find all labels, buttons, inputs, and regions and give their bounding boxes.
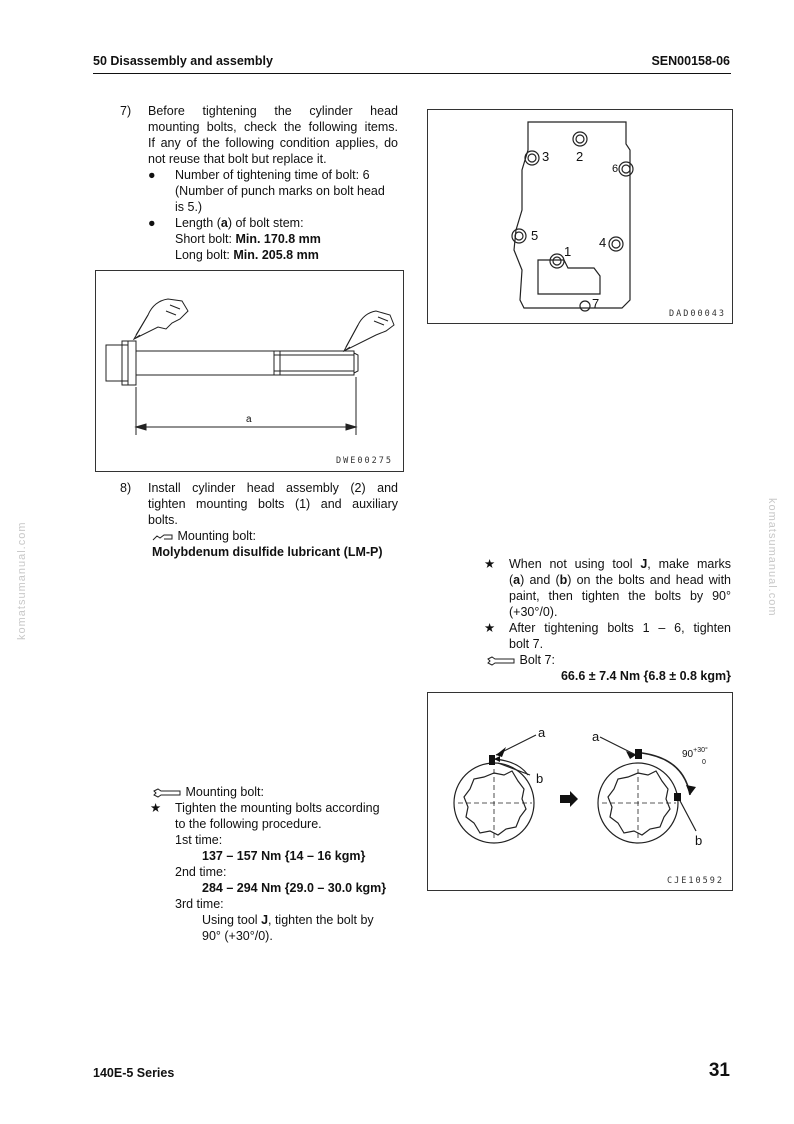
header-rule xyxy=(93,73,731,74)
watermark-left: komatsumanual.com xyxy=(16,521,28,640)
note1-line3: paint, then tighten the bolts by 90° xyxy=(509,589,731,603)
bolt-label-6: 6 xyxy=(612,163,619,175)
cylinder-head-drawing xyxy=(428,110,732,323)
time2-value: 284 – 294 Nm {29.0 – 30.0 kgm} xyxy=(202,881,387,895)
note1-mark-a: a xyxy=(513,573,521,587)
star-icon: ★ xyxy=(484,621,496,635)
bolt-label-2: 2 xyxy=(576,149,584,164)
step8-text xyxy=(148,480,398,528)
mark-label-a1: a xyxy=(538,725,546,740)
note1-prefix: When not using tool xyxy=(509,557,641,571)
note1-mark-b: b xyxy=(559,573,568,587)
time3-prefix: Using tool xyxy=(202,913,262,927)
torque-label: Mounting bolt: xyxy=(185,785,265,799)
wrench-icon xyxy=(486,656,516,666)
mark-label-b2: b xyxy=(695,833,703,848)
step7-number: 7) xyxy=(120,104,132,118)
mark-label-b1: b xyxy=(536,771,544,786)
bolt-label-4: 4 xyxy=(599,235,607,250)
note1-tool: J xyxy=(640,557,648,571)
length-suffix: ) of bolt stem: xyxy=(227,216,304,230)
step8-line: tighten mounting bolts (1) and auxiliary xyxy=(148,497,398,511)
procedure-line: to the following procedure. xyxy=(175,817,322,831)
bolt-label-1: 1 xyxy=(564,244,572,259)
length-a: a xyxy=(220,216,228,230)
lube-row xyxy=(152,528,256,544)
bolt7-value: 66.6 ± 7.4 Nm {6.8 ± 0.8 kgm} xyxy=(560,669,731,683)
bolt7-row xyxy=(486,652,555,668)
time3-angle: 90° (+30°/0). xyxy=(202,929,273,943)
mark-label-a2: a xyxy=(592,729,600,744)
note2-line1: After tightening bolts 1 – 6, tighten xyxy=(509,621,731,635)
footer-series: 140E-5 Series xyxy=(93,1066,175,1080)
lube-label: Mounting bolt: xyxy=(177,529,257,543)
lube-value: Molybdenum disulfide lubricant (LM-P) xyxy=(152,545,383,559)
note1-and: ) and ( xyxy=(520,573,560,587)
note1-tail: ) on the bolts and head with xyxy=(567,573,731,587)
long-bolt-label: Long bolt: xyxy=(175,248,234,262)
figure-bolt-length xyxy=(95,270,404,472)
star-icon: ★ xyxy=(150,801,162,815)
note1-line4: (+30°/0). xyxy=(509,605,558,619)
note-marks xyxy=(509,556,731,620)
angle-drawing xyxy=(428,693,732,890)
figure-code: CJE10592 xyxy=(667,876,724,886)
time1-label: 1st time: xyxy=(175,833,223,847)
length-prefix: Length ( xyxy=(175,216,221,230)
header-doc-code: SEN00158-06 xyxy=(651,54,730,68)
step7-text xyxy=(148,103,398,167)
note-bolt7 xyxy=(509,620,731,652)
figure-code: DAD00043 xyxy=(669,309,726,319)
angle-sub: 0 xyxy=(702,759,706,766)
lubricant-icon xyxy=(152,532,174,542)
step8-line: bolts. xyxy=(148,513,178,527)
procedure-line: Tighten the mounting bolts according xyxy=(175,801,380,815)
bullet-dot: ● xyxy=(148,216,156,230)
short-bolt-value: Min. 170.8 mm xyxy=(235,232,321,246)
time3-suffix: , tighten the bolt by xyxy=(268,913,374,927)
long-bolt-value: Min. 205.8 mm xyxy=(233,248,319,262)
watermark-right: komatsumanual.com xyxy=(766,498,778,617)
step7-line: If any of the following condition applies, do xyxy=(148,136,398,150)
note2-line2: bolt 7. xyxy=(509,637,544,651)
bullet1-line: (Number of punch marks on bolt head xyxy=(175,184,385,198)
bolt7-label: Bolt 7: xyxy=(519,653,555,667)
time1-value: 137 – 157 Nm {14 – 16 kgm} xyxy=(202,849,366,863)
bullet1-line: Number of tightening time of bolt: 6 xyxy=(175,168,370,182)
step7-line: mounting bolts, check the following items. xyxy=(148,120,398,134)
page-number: 31 xyxy=(708,1060,730,1081)
step7-bullet1 xyxy=(175,167,385,215)
step7-bullet2 xyxy=(175,215,321,263)
bolt-label-7: 7 xyxy=(592,296,600,311)
bullet1-line: is 5.) xyxy=(175,200,203,214)
dimension-label-a: a xyxy=(246,414,252,425)
figure-cylinder-head xyxy=(427,109,733,324)
step8-line: Install cylinder head assembly (2) and xyxy=(148,481,398,495)
star-icon: ★ xyxy=(484,557,496,571)
angle-sup: +30° xyxy=(693,747,708,754)
time2-label: 2nd time: xyxy=(175,865,227,879)
step8-number: 8) xyxy=(120,481,132,495)
step7-line: not reuse that bolt but replace it. xyxy=(148,152,327,166)
header-section-title: 50 Disassembly and assembly xyxy=(93,54,273,68)
bolt-label-5: 5 xyxy=(531,228,539,243)
wrench-icon xyxy=(152,788,182,798)
time3-label: 3rd time: xyxy=(175,897,224,911)
torque-procedure xyxy=(175,800,386,944)
angle-value: 90 xyxy=(682,749,694,760)
figure-code: DWE00275 xyxy=(336,456,393,466)
note1-paren: ( xyxy=(509,573,514,587)
bullet-dot: ● xyxy=(148,168,156,182)
figure-angle-tightening xyxy=(427,692,733,891)
time3-tool: J xyxy=(261,913,269,927)
short-bolt-label: Short bolt: xyxy=(175,232,236,246)
step7-line: Before tightening the cylinder head xyxy=(148,104,398,118)
bolt-label-3: 3 xyxy=(542,149,550,164)
note1-suffix: , make marks xyxy=(647,557,731,571)
torque-row xyxy=(152,784,264,800)
bolt-drawing xyxy=(96,271,403,471)
